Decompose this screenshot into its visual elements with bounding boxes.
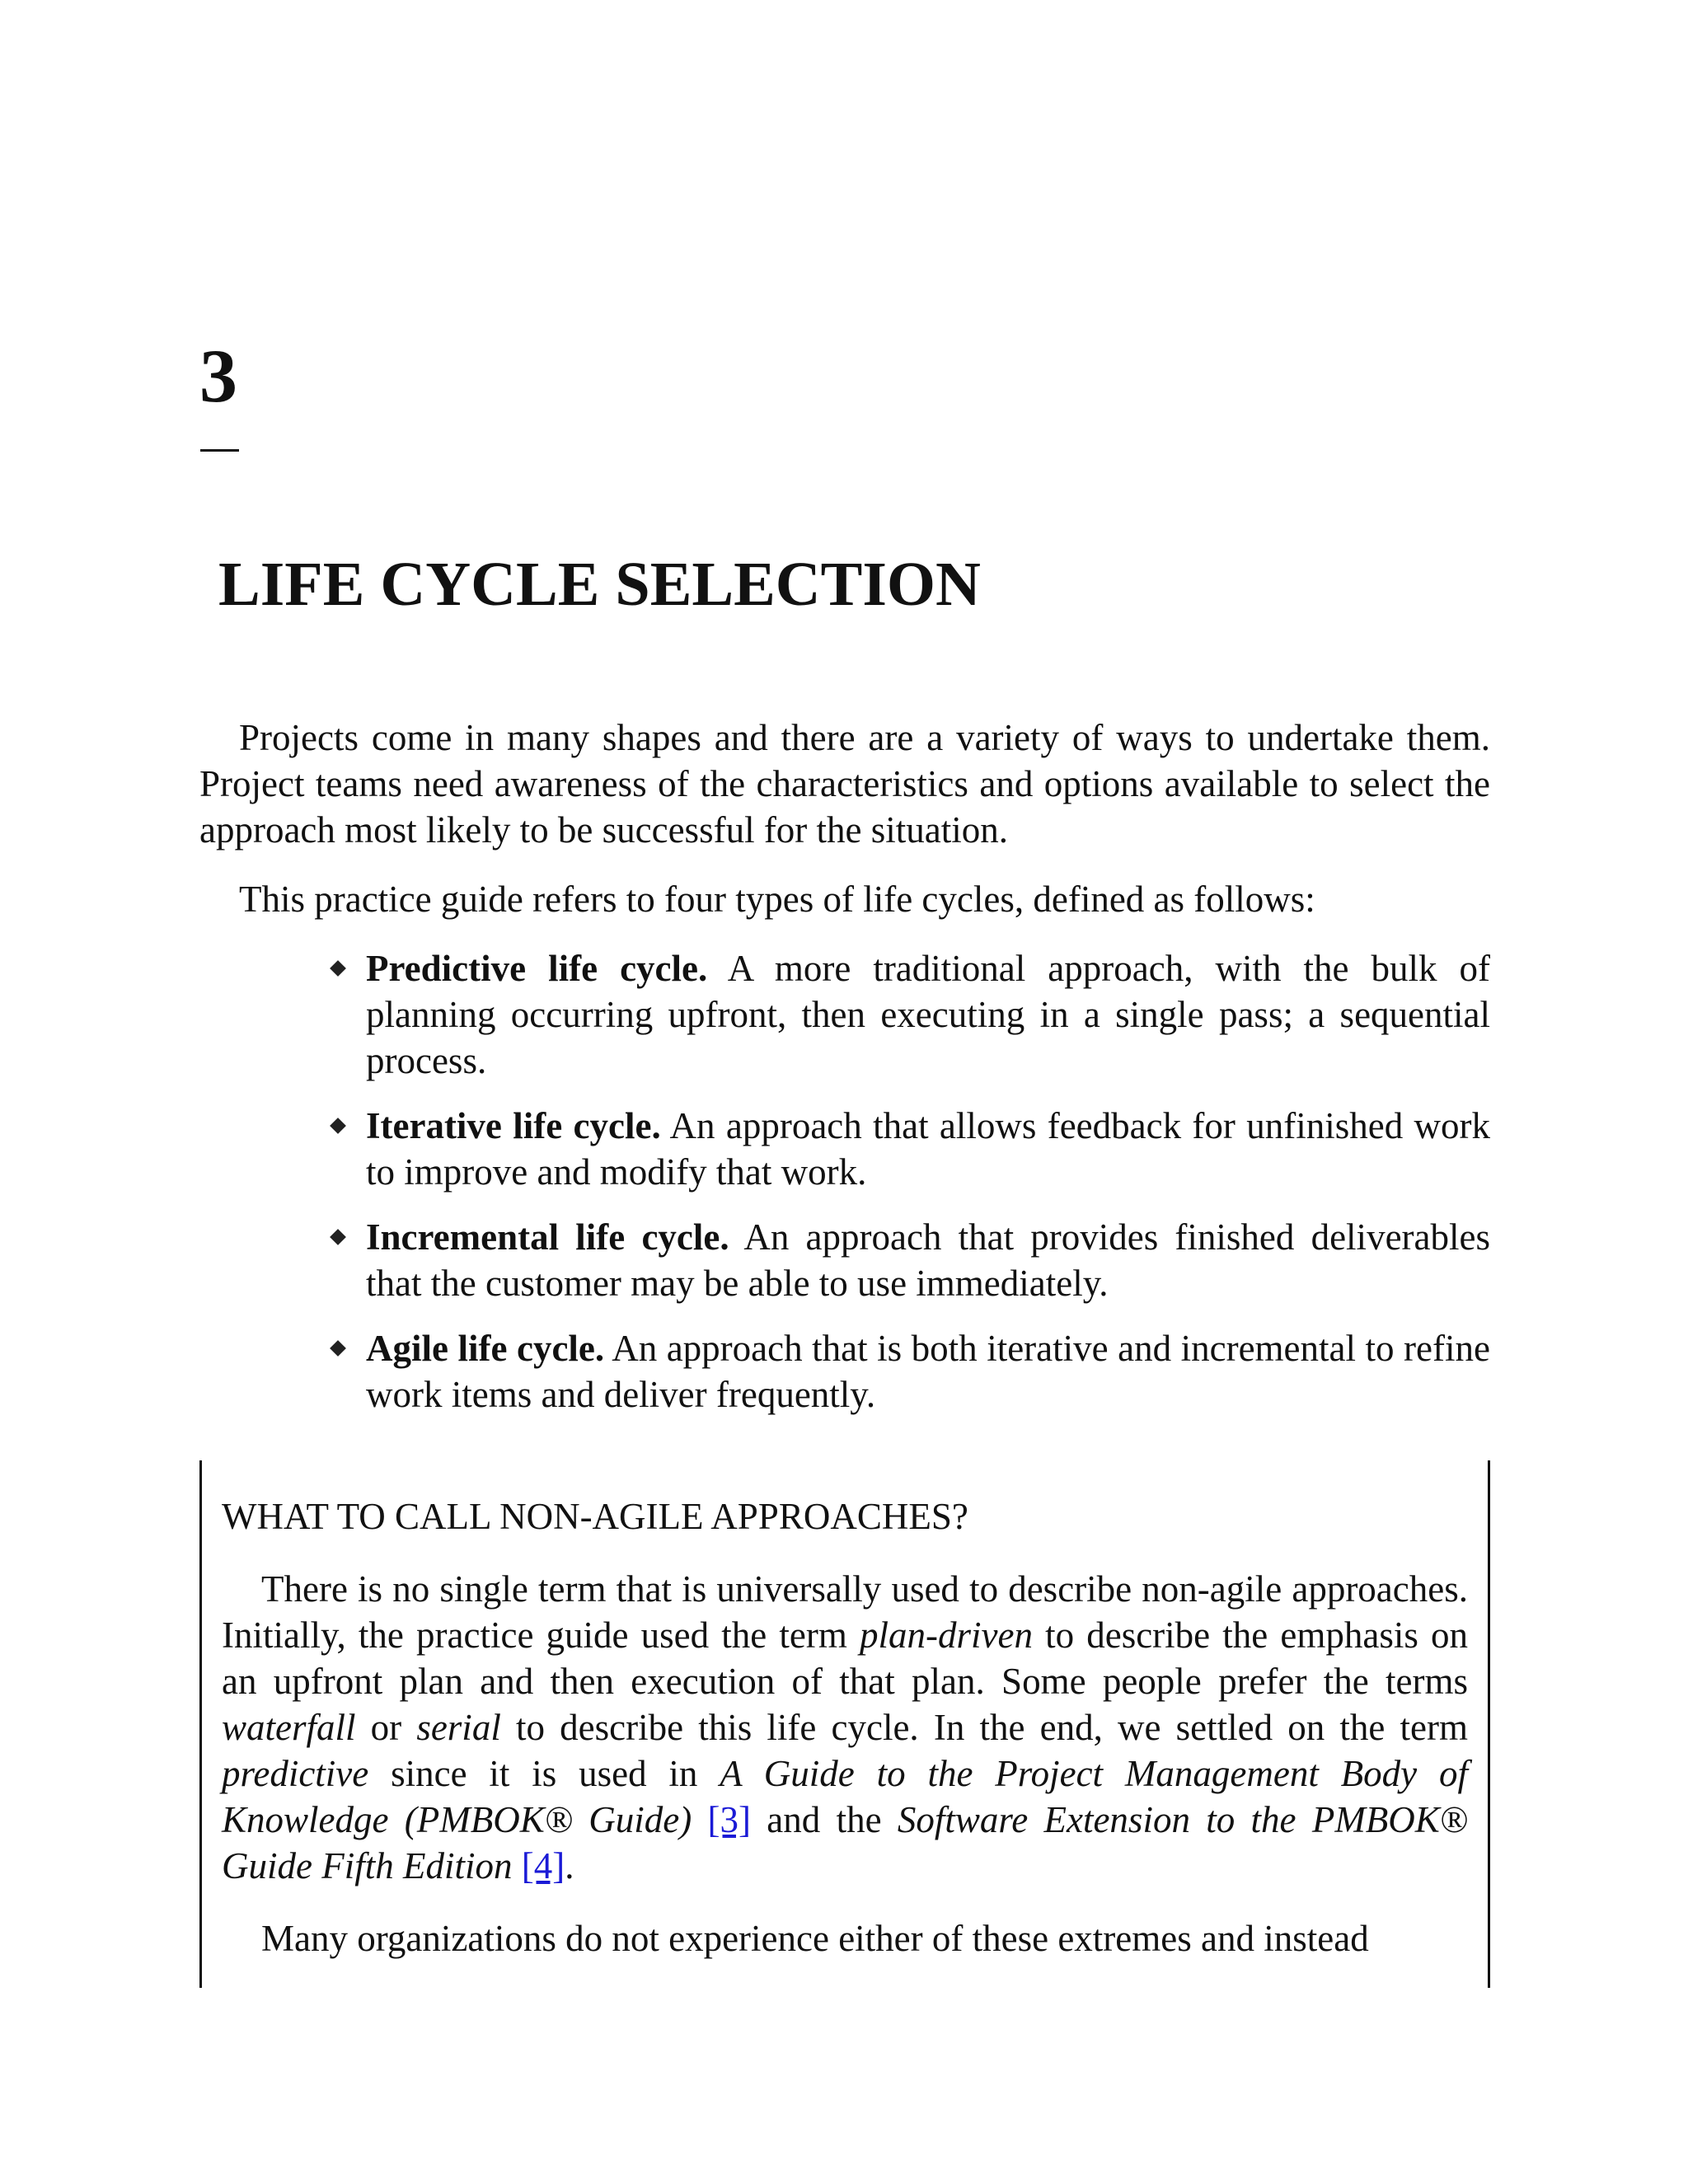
sidebar-heading: WHAT TO CALL NON-AGILE APPROACHES? [222, 1496, 968, 1537]
sidebar-paragraph-2: Many organizations do not experience either of these extremes and instead [261, 1918, 1369, 1959]
chapter-number: 3 [199, 334, 237, 418]
text-run: There is no single term that is universally used to describe non-agile approaches. Initially, the practice guide used the term [222, 1568, 1468, 1656]
reference-link-4[interactable]: [4] [521, 1845, 565, 1886]
emphasis-serial: serial [416, 1707, 501, 1748]
text-run [692, 1799, 707, 1840]
chapter-rule [200, 449, 239, 452]
term-iterative: Iterative life cycle. [366, 1105, 661, 1146]
emphasis-waterfall: waterfall [222, 1707, 356, 1748]
text-run: . [565, 1845, 574, 1886]
chapter-title: LIFE CYCLE SELECTION [218, 550, 981, 619]
text-run: and the [751, 1799, 898, 1840]
title-software-extension: Software Extension to the PMBOK® Guide Fifth Edition [222, 1799, 1468, 1886]
life-cycle-list [330, 945, 1490, 1436]
list-item-agile [330, 1325, 1490, 1418]
definition-incremental: An approach that provides finished deliverables that the customer may be able to use immediately. [366, 1216, 1490, 1304]
definition-agile: An approach that is both iterative and incremental to refine work items and deliver frequently. [366, 1328, 1490, 1415]
diamond-bullet-icon [330, 1118, 346, 1134]
term-agile: Agile life cycle. [366, 1328, 605, 1369]
term-predictive: Predictive life cycle. [366, 948, 708, 989]
diamond-bullet-icon [330, 1340, 346, 1357]
list-item-predictive [330, 945, 1490, 1084]
list-item-incremental [330, 1214, 1490, 1306]
emphasis-plan-driven: plan-driven [860, 1615, 1033, 1656]
diamond-bullet-icon [330, 1229, 346, 1245]
sidebar-box [199, 1460, 1490, 1988]
definition-predictive: A more traditional approach, with the bulk of planning occurring upfront, then executing in a single pass; a sequential process. [366, 948, 1490, 1081]
text-run [512, 1845, 521, 1886]
definition-iterative: An approach that allows feedback for unfinished work to improve and modify that work. [366, 1105, 1490, 1193]
intro-paragraph: Projects come in many shapes and there are a variety of ways to undertake them. Project teams need awareness of the characteristics and options available to select the approach most likely to be successful for the situation. [199, 717, 1490, 851]
text-run: since it is used in [368, 1753, 720, 1794]
term-incremental: Incremental life cycle. [366, 1216, 729, 1258]
lead-paragraph: This practice guide refers to four types of life cycles, defined as follows: [239, 879, 1315, 920]
diamond-bullet-icon [330, 960, 346, 977]
title-pmbok-guide: A Guide to the Project Management Body of Knowledge (PMBOK® Guide) [222, 1753, 1468, 1840]
reference-link-3[interactable]: [3] [707, 1799, 751, 1840]
emphasis-predictive: predictive [222, 1753, 369, 1794]
text-run: to describe this life cycle. In the end, we settled on the term [500, 1707, 1468, 1748]
text-run: to describe the emphasis on an upfront plan and then execution of that plan. Some people prefer the terms [222, 1615, 1468, 1702]
list-item-iterative [330, 1103, 1490, 1195]
text-run: or [355, 1707, 417, 1748]
sidebar-paragraph-1 [222, 1566, 1468, 1889]
